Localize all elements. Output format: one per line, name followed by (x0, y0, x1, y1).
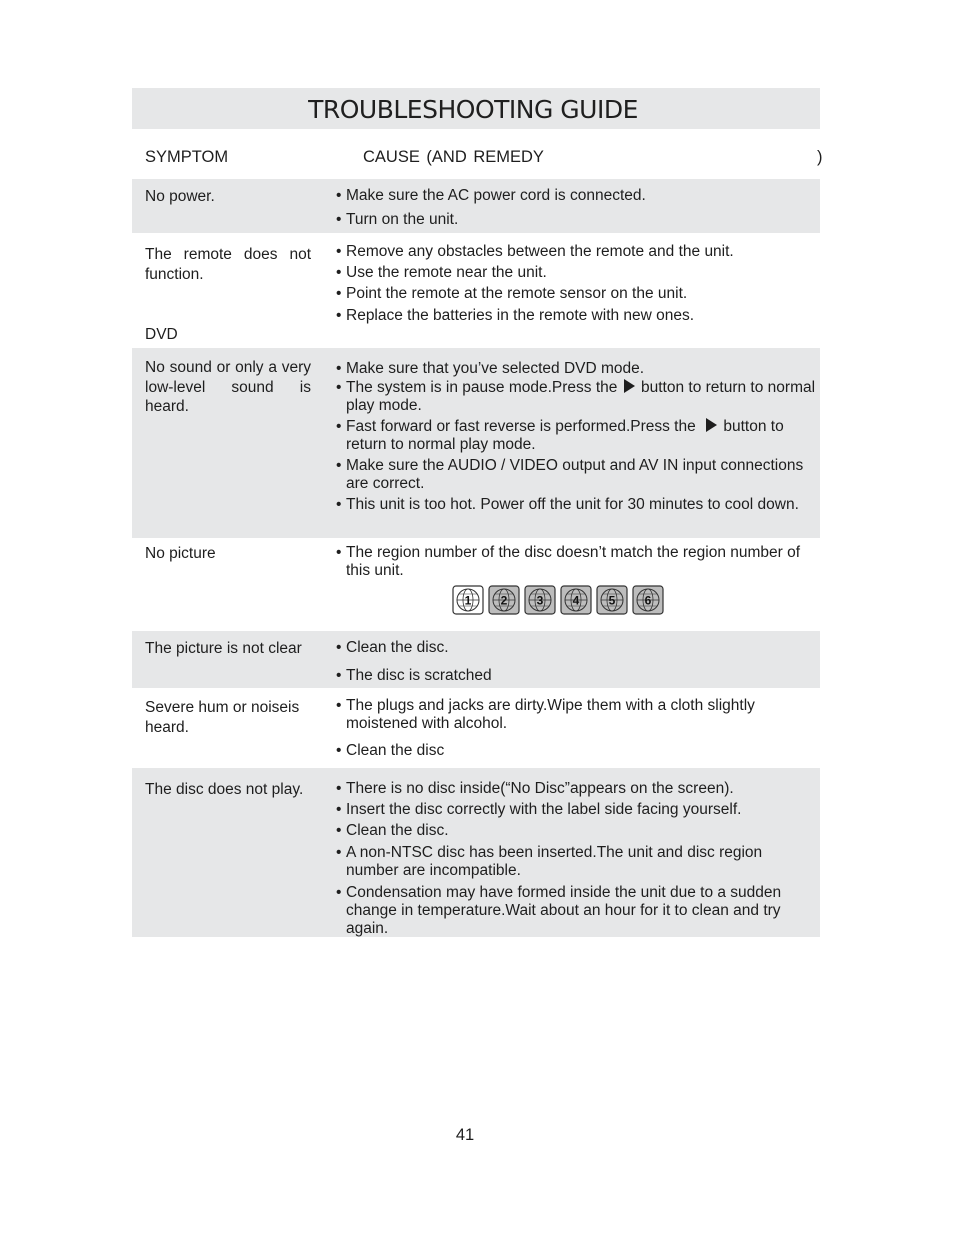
cause-item: • Clean the disc (336, 742, 816, 760)
column-header-close-paren: ) (817, 148, 823, 166)
cause-item (336, 379, 816, 415)
cause-list (336, 243, 816, 325)
row-remote (132, 234, 820, 348)
cause-text: The system is in pause mode.Press the (346, 379, 618, 396)
symptom-text: The disc does not play. (145, 781, 304, 798)
cause-list (336, 780, 816, 938)
cause-item: • The plugs and jacks are dirty.Wipe them with a cloth slightly moistened with alcohol. (336, 697, 816, 733)
cause-text: Fast forward or fast reverse is performed.Press the (346, 418, 696, 435)
page-title: TROUBLESHOOTING GUIDE (308, 95, 638, 124)
cause-list (336, 544, 816, 580)
cause-item: • Make sure the AC power cord is connected. (336, 187, 816, 205)
cause-item: • Remove any obstacles between the remote and the unit. (336, 243, 816, 261)
row-no-power (132, 179, 820, 233)
cause-text: button to return to normal play mode. (346, 418, 784, 453)
region-code: 6 (644, 593, 652, 608)
symptom-text: The picture is not clear (145, 640, 302, 657)
cause-item: • The disc is scratched (336, 667, 816, 685)
region-code: 2 (500, 593, 508, 608)
play-triangle-icon (624, 379, 635, 393)
row-picture-not-clear (132, 631, 820, 688)
title-bar (132, 88, 820, 129)
region-globe-icon (452, 585, 484, 615)
symptom-text: No power. (145, 188, 215, 205)
cause-item: • Clean the disc. (336, 639, 816, 657)
region-code: 4 (572, 593, 580, 608)
region-globe-icon (524, 585, 556, 615)
cause-item (336, 418, 816, 454)
column-header-cause: CAUSE (AND REMEDY (363, 148, 544, 166)
row-disc-not-play (132, 768, 820, 937)
cause-item: • Insert the disc correctly with the label side facing yourself. (336, 801, 816, 819)
symptom-text: No sound or only a very low-level sound is heard. (145, 359, 311, 415)
cause-item: • Point the remote at the remote sensor on the unit. (336, 285, 816, 303)
cause-list (336, 639, 816, 685)
region-code: 1 (464, 593, 472, 608)
cause-item: • Clean the disc. (336, 822, 816, 840)
cause-list (336, 360, 816, 514)
cause-item: • A non-NTSC disc has been inserted.The unit and disc region number are incompatible. (336, 844, 816, 880)
cause-item: • Make sure the AUDIO / VIDEO output and AV IN input connections are correct. (336, 457, 816, 493)
cause-list (336, 187, 816, 229)
cause-item: • Condensation may have formed inside the unit due to a sudden change in temperature.Wait about an hour for it to clean and try again. (336, 884, 816, 938)
region-code: 3 (536, 593, 544, 608)
cause-item: • The region number of the disc doesn’t match the region number of this unit. (336, 544, 816, 580)
region-globe-icon (488, 585, 520, 615)
cause-item: • Use the remote near the unit. (336, 264, 816, 282)
symptom-text: Severe hum or noiseis heard. (145, 699, 300, 736)
section-label-dvd: DVD (145, 326, 178, 343)
region-icon-row (452, 585, 664, 615)
cause-item: • This unit is too hot. Power off the unit for 30 minutes to cool down. (336, 496, 816, 514)
region-code: 5 (608, 593, 616, 608)
cause-item: • Turn on the unit. (336, 211, 816, 229)
symptom-text: No picture (145, 545, 216, 562)
row-no-sound (132, 348, 820, 538)
column-header-symptom: SYMPTOM (145, 148, 229, 166)
region-globe-icon (596, 585, 628, 615)
cause-list (336, 697, 816, 760)
symptom-text: The remote does not function. (145, 246, 311, 283)
cause-text: button to return to normal play mode. (346, 379, 816, 414)
row-no-picture (132, 538, 820, 631)
row-severe-hum (132, 688, 820, 768)
region-globe-icon (560, 585, 592, 615)
cause-item: • Replace the batteries in the remote with new ones. (336, 307, 816, 325)
page-number: 41 (455, 1126, 475, 1144)
cause-item: • There is no disc inside(“No Disc”appears on the screen). (336, 780, 816, 798)
play-triangle-icon (706, 418, 717, 432)
cause-item: • Make sure that you’ve selected DVD mode. (336, 360, 816, 378)
region-globe-icon (632, 585, 664, 615)
